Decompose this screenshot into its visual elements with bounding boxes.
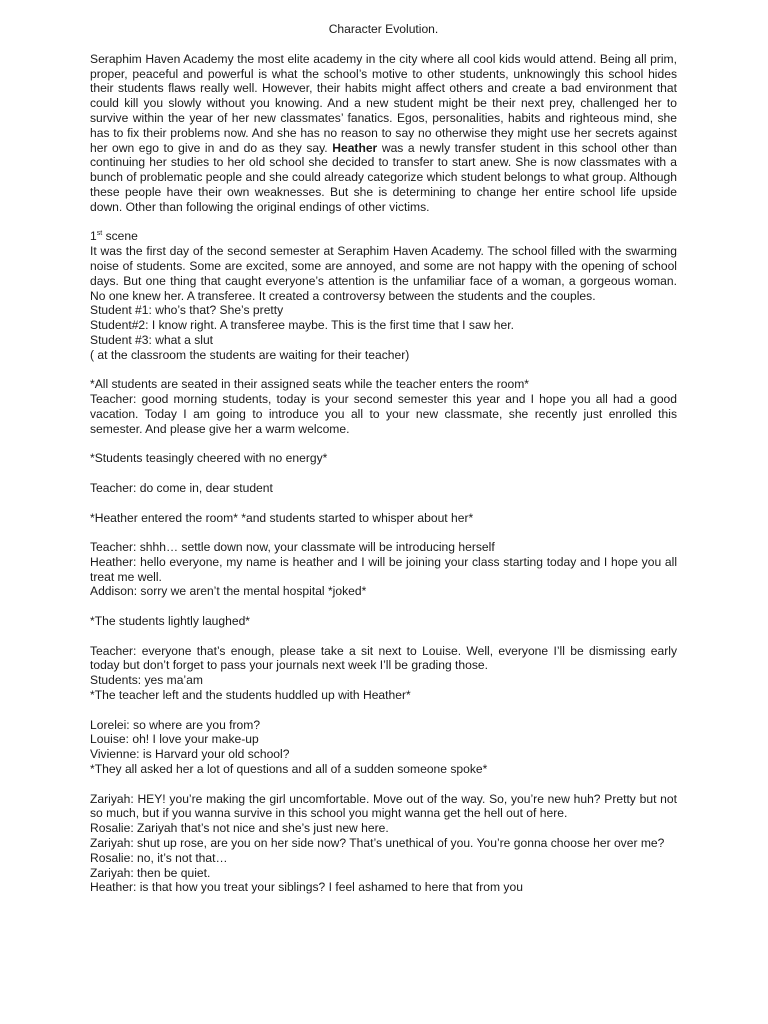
spacer [90,215,677,230]
dialogue-line: Louise: oh! I love your make-up [90,732,259,747]
dialogue-line: Student #3: what a slut [90,332,214,347]
dialogue-paragraph: Teacher: everyone that’s enough, please take a sit next to Louise. Well, everyone I’ll be dismissing early today but don’t forget to pass your journals next week I’ll be grading those. [90,643,677,673]
dialogue-line: Students: yes ma’am [90,673,203,688]
stage-direction: *Students teasingly cheered with no energy* [90,451,328,466]
dialogue-paragraph: Zariyah: shut up rose, are you on her side now? That’s unethical of you. You’re gonna choose her over me? [90,836,665,851]
dialogue-paragraph: Teacher: good morning students, today is your second semester this year and I hope you all had a good vacation. Today I am going to introduce you all to your new classmate, she recently just enrolled this semester. And please give her a warm welcome. [90,392,677,436]
synopsis-text-start: Seraphim Haven Academy the most elite academy in the city where all cool kids would attend. Being all prim, proper, peaceful and powerful is what the school’s motive to other students, unknowingly this school hides their students flaws really well. However, their habits might affect others and create a bad environment that could kill you slowly without you knowing. And a new student might be their next prey, challenged her to survive within the year of her new classmates’ fanatics. Egos, personalities, habits and righteous mind, she has to fix their problems now. And she has no reason to say no otherwise they might use her secrets against her own ego to give in and do as they say. [90,51,677,155]
synopsis-paragraph [90,52,677,215]
spacer [90,363,677,378]
stage-direction: *All students are seated in their assigned seats while the teacher enters the room* [90,377,529,392]
dialogue-line: Vivienne: is Harvard your old school? [90,747,290,762]
scene-number-suffix: st [96,230,103,238]
spacer [90,466,677,481]
synopsis-text-end: was a newly transfer student in this school other than continuing her studies to her old school she decided to transfer to start anew. She is now classmates with a bunch of problematic people and she could already categorize which student belongs to what group. Although these people have their own weaknesses. But she is determining to change her entire school life upside down. Other than following the original endings of other victims. [90,140,677,214]
dialogue-line: Rosalie: no, it’s not that… [90,850,228,865]
scene-intro-paragraph: It was the first day of the second semester at Seraphim Haven Academy. The school filled with the swarming noise of students. Some are excited, some are annoyed, and some are not happy with the opening of school days. But one thing that caught everyone’s attention is the unfamiliar face of a woman, a gorgeous woman. No one knew her. A transferee. It created a controversy between the students and the couples. [90,244,677,303]
dialogue-line: Zariyah: then be quiet. [90,865,211,880]
dialogue-paragraph: Heather: hello everyone, my name is heather and I will be joining your class starting today and I hope you all treat me well. [90,554,677,584]
spacer [90,703,677,718]
dialogue-paragraph: Zariyah: HEY! you’re making the girl uncomfortable. Move out of the way. So, you’re new huh? Pretty but not so much, but if you wanna survive in this school you might wanna get the hell out of here. [90,791,677,821]
scene-heading [90,229,677,244]
spacer [90,496,677,511]
dialogue-line: Student#2: I know right. A transferee maybe. This is the first time that I saw her. [90,318,514,333]
dialogue-line: Heather: is that how you treat your siblings? I feel ashamed to here that from you [90,880,523,895]
stage-direction: ( at the classroom the students are waiting for their teacher) [90,347,410,362]
dialogue-line: Addison: sorry we aren’t the mental hospital *joked* [90,584,367,599]
spacer [90,777,677,792]
dialogue-line: Student #1: who’s that? She’s pretty [90,303,284,318]
spacer [90,599,677,614]
document-title: Character Evolution. [328,22,439,36]
character-name-heather: Heather [332,140,378,155]
stage-direction: *They all asked her a lot of questions and all of a sudden someone spoke* [90,762,488,777]
stage-direction: *The students lightly laughed* [90,614,251,629]
dialogue-line: Teacher: do come in, dear student [90,480,273,495]
scene-word: scene [105,229,138,244]
spacer [90,525,677,540]
stage-direction: *The teacher left and the students huddled up with Heather* [90,688,411,703]
scene-number: 1 [90,229,97,244]
dialogue-line: Rosalie: Zariyah that’s not nice and she’s just new here. [90,821,389,836]
spacer [90,437,677,452]
dialogue-line: Teacher: shhh… settle down now, your classmate will be introducing herself [90,540,495,555]
spacer [90,629,677,644]
document-page [90,22,677,895]
stage-direction: *Heather entered the room* *and students started to whisper about her* [90,510,474,525]
dialogue-line: Lorelei: so where are you from? [90,717,261,732]
